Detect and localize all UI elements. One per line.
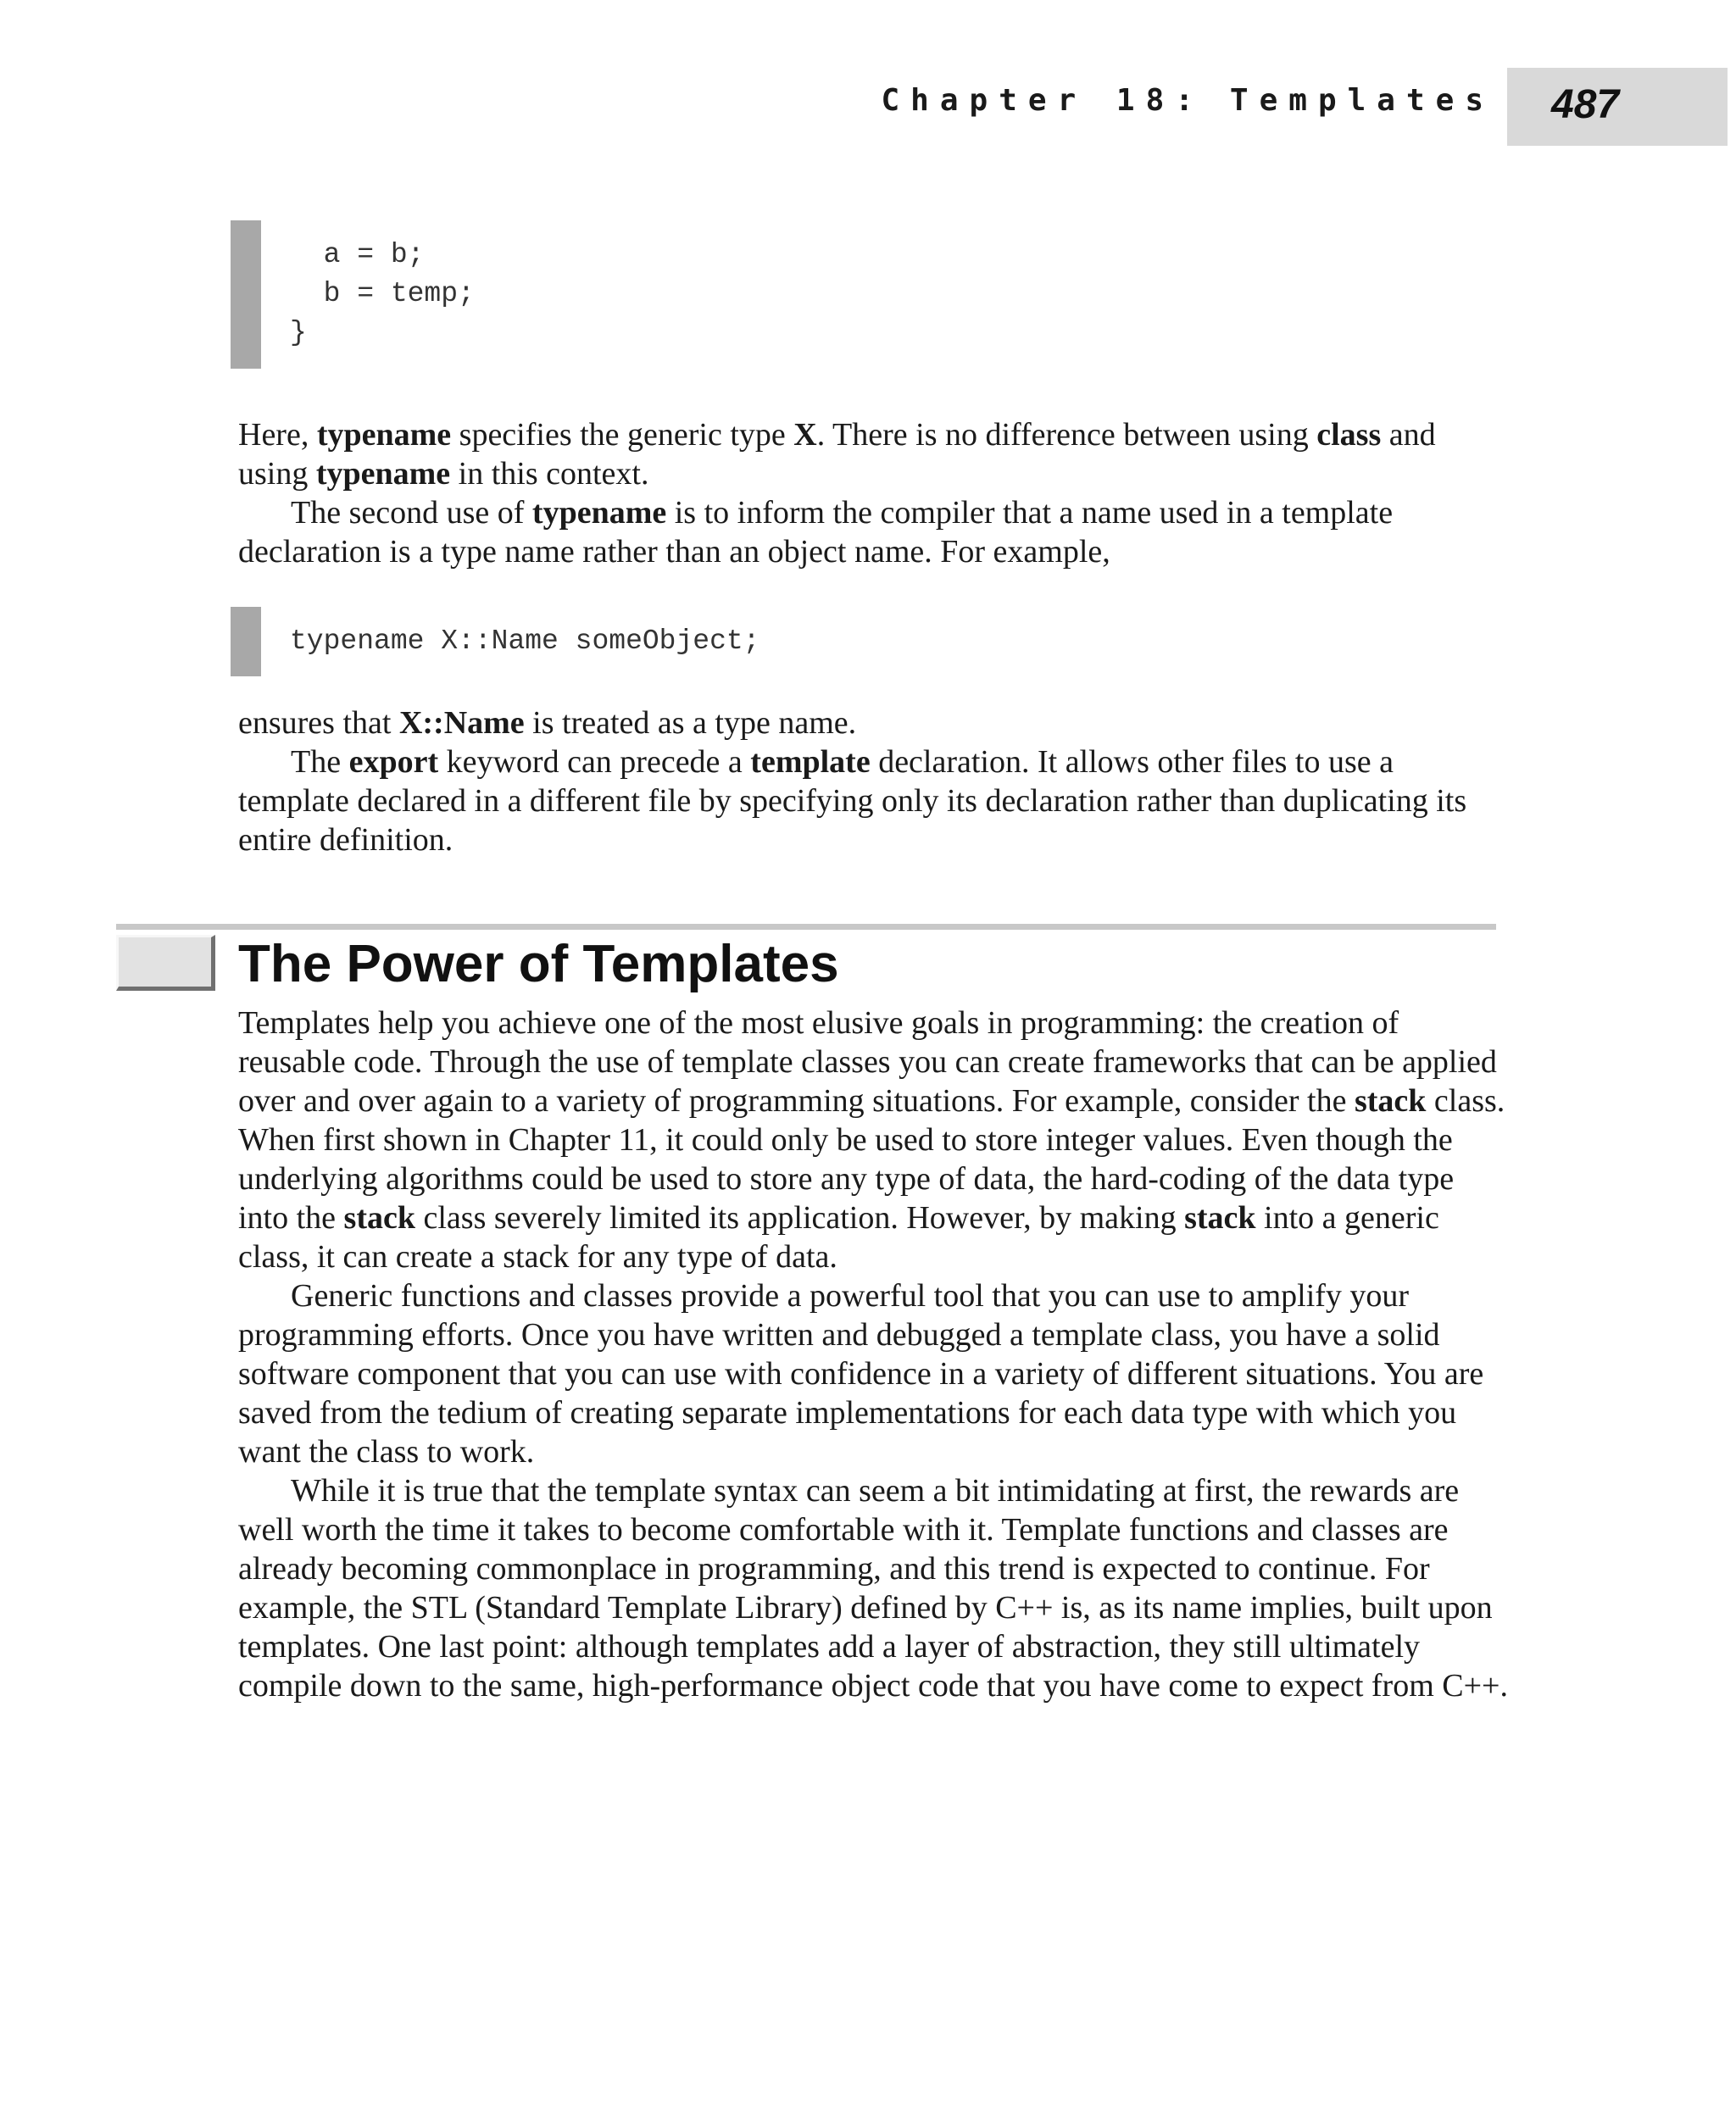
page-number: 487: [1551, 82, 1620, 127]
text-run: specifies the generic type: [451, 417, 794, 453]
paragraph: [238, 703, 1510, 742]
text-run: The second use of: [291, 495, 532, 531]
code-line: }: [290, 317, 307, 348]
keyword: stack: [1354, 1083, 1427, 1119]
keyword: X: [793, 417, 817, 453]
keyword: typename: [316, 417, 452, 453]
text-run: class. When first shown in Chapter 11, it could only be used to store integer values. Even though the underlying algorithms could be used to store any type of data, the hard-coding of the data type into the: [238, 1083, 1505, 1236]
text-run: class severely limited its application. However, by making: [415, 1200, 1185, 1236]
section-marker-box: [116, 935, 215, 991]
running-head: [882, 83, 1495, 118]
keyword: typename: [531, 495, 667, 531]
keyword: template: [750, 744, 871, 780]
code-line: typename X::Name someObject;: [290, 625, 760, 657]
paragraph: [238, 742, 1510, 859]
keyword: X::Name: [398, 705, 525, 741]
text-run: keyword can precede a: [438, 744, 751, 780]
text-run: into a generic class, it can create a stack for any type of data.: [238, 1200, 1439, 1275]
section-heading: The Power of Templates: [238, 935, 839, 993]
text-run: ensures that: [238, 705, 399, 741]
keyword: stack: [1184, 1200, 1256, 1236]
section-rule: [116, 924, 1496, 930]
paragraph: [238, 493, 1510, 571]
paragraph: While it is true that the template syntax can seem a bit intimidating at first, the rewards are well worth the time it takes to become comfortable with it. Template functions and classes are already becoming commonplace in programming, and this trend is expected to continue. For example, the STL (Standard Template Library) defined by C++ is, as its name implies, built upon templates. One last point: although templates add a layer of abstraction, they still ultimately compile down to the same, high-performance object code that you have come to expect from C++.: [238, 1473, 1508, 1704]
paragraph: Generic functions and classes provide a powerful tool that you can use to amplify your programming efforts. Once you have written and debugged a template class, you have a solid software component that you can use with confidence in a variety of different situations. You are saved from the tedium of creating separate implementations for each data type with which you want the class to work.: [238, 1278, 1484, 1470]
body-text-top: [238, 415, 1510, 571]
code-block-typename: [231, 607, 993, 676]
paragraph: [238, 1003, 1510, 1276]
code-listing: [290, 236, 475, 353]
body-text-middle: [238, 703, 1510, 859]
code-block-swap-tail: [231, 220, 824, 369]
keyword: export: [348, 744, 439, 780]
body-text-section: [238, 1003, 1510, 1705]
chapter-label: Chapter 18:: [881, 83, 1205, 118]
text-run: Templates help you achieve one of the most elusive goals in programming: the creation of reusable code. Through the use of template classes you can create frameworks that can be applied over and over again to a variety of programming situations. For example, consider the: [238, 1005, 1497, 1119]
paragraph: [238, 415, 1510, 493]
code-line: b = temp;: [290, 278, 475, 309]
code-bar: [231, 220, 261, 369]
code-listing: [290, 622, 760, 661]
text-run: in this context.: [450, 456, 649, 492]
code-line: a = b;: [290, 239, 425, 270]
text-run: is treated as a type name.: [524, 705, 857, 741]
keyword: class: [1316, 417, 1382, 453]
chapter-title: Templates: [1229, 83, 1494, 118]
text-run: is to inform the compiler that a name used in a template declaration is a type name rather than an object name. For example,: [238, 495, 1394, 570]
code-bar: [231, 607, 261, 676]
text-run: . There is no difference between using: [816, 417, 1317, 453]
keyword: stack: [343, 1200, 415, 1236]
keyword: typename: [315, 456, 451, 492]
text-run: and using: [238, 417, 1436, 492]
text-run: The: [291, 744, 349, 780]
text-run: Here,: [238, 417, 317, 453]
text-run: declaration. It allows other files to use a template declared in a different file by specifying only its declaration rather than duplicating its entire definition.: [238, 744, 1467, 858]
